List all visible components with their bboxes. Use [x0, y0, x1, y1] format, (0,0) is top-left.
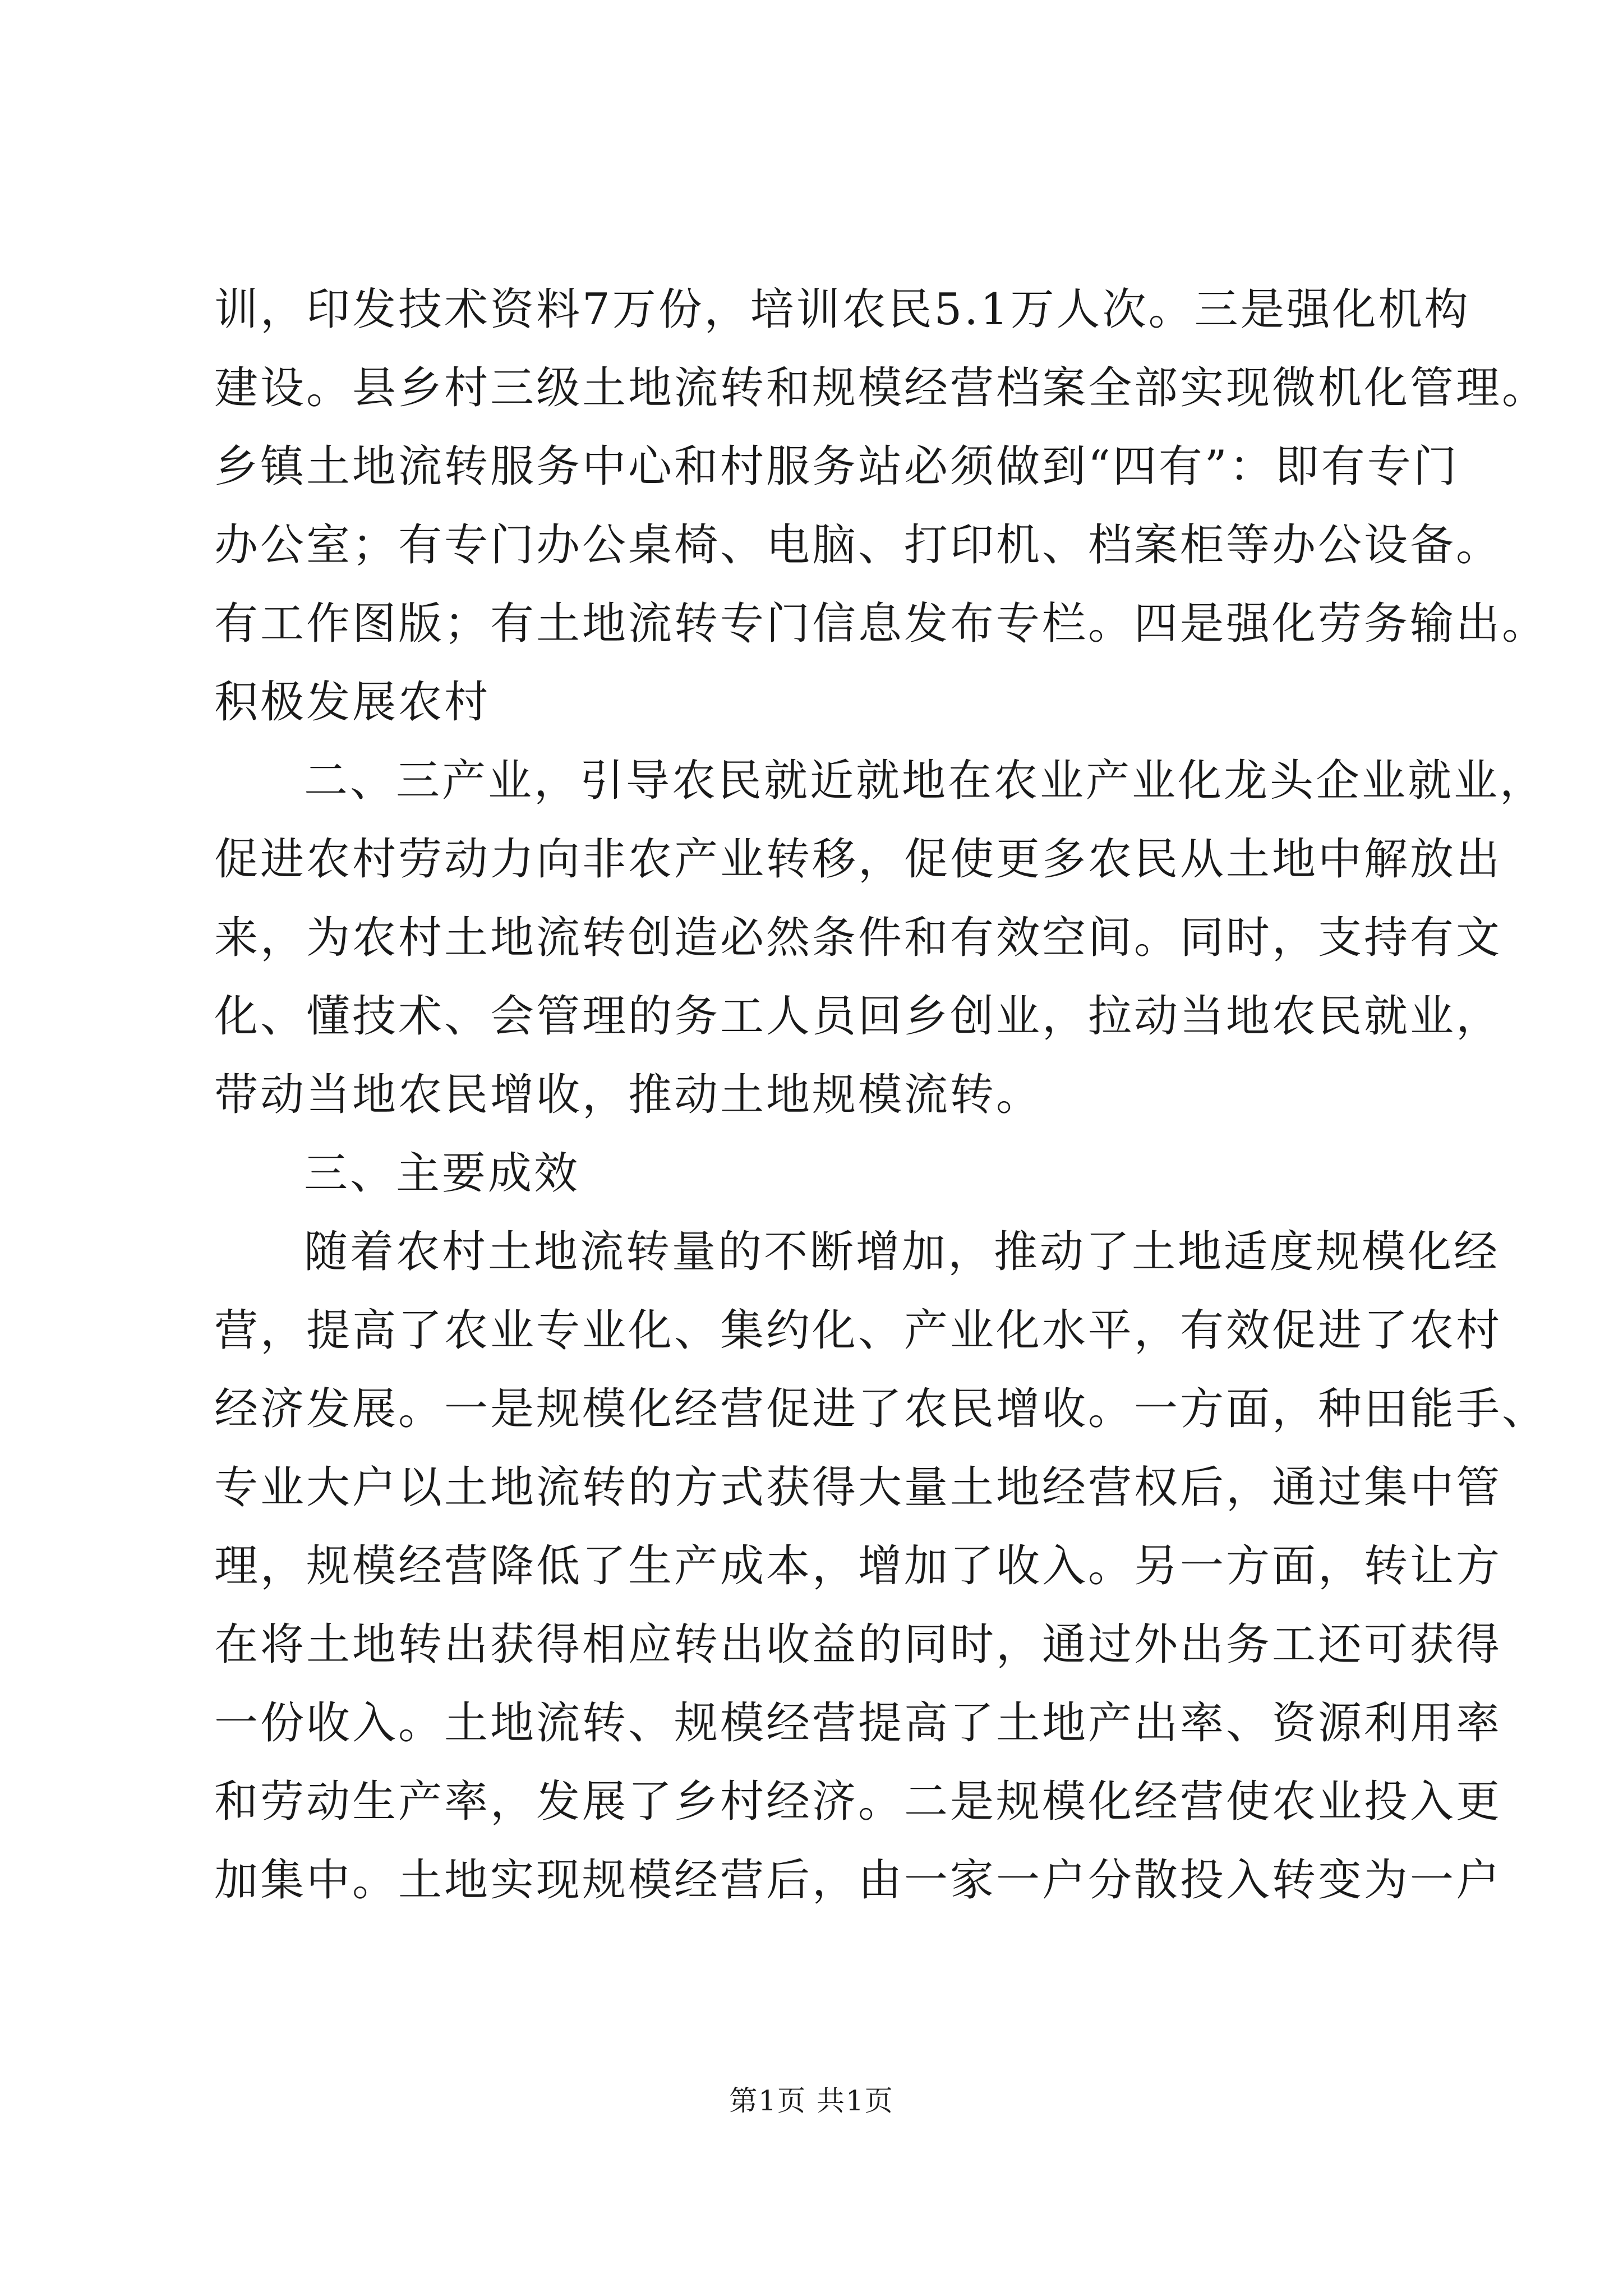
text-line: 化、懂技术、会管理的务工人员回乡创业，拉动当地农民就业，	[214, 991, 1502, 1042]
text-line: 训，印发技术资料7万份，培训农民5.1万人次。三是强化机构	[214, 284, 1470, 335]
text-line: 一份收入。土地流转、规模经营提高了土地产出率、资源利用率	[214, 1698, 1502, 1749]
text-line: 建设。县乡村三级土地流转和规模经营档案全部实现微机化管理。	[214, 363, 1548, 413]
text-line: 专业大户以土地流转的方式获得大量土地经营权后，通过集中管	[214, 1462, 1502, 1513]
body-text	[214, 270, 1548, 1920]
text-line: 来，为农村土地流转创造必然条件和有效空间。同时，支持有文	[214, 913, 1502, 963]
text-line: 加集中。土地实现规模经营后，由一家一户分散投入转变为一户	[214, 1855, 1502, 1906]
text-line: 办公室；有专门办公桌椅、电脑、打印机、档案柜等办公设备。	[214, 520, 1502, 570]
text-line: 三、主要成效	[304, 1148, 580, 1199]
text-line: 随着农村土地流转量的不断增加，推动了土地适度规模化经	[304, 1227, 1500, 1277]
text-line: 乡镇土地流转服务中心和村服务站必须做到“四有”：即有专门	[214, 441, 1459, 492]
text-line: 积极发展农村	[214, 677, 491, 728]
page-footer: 第1页 共1页	[729, 2085, 894, 2117]
text-line: 带动当地农民增收，推动土地规模流转。	[214, 1070, 1043, 1120]
text-line: 和劳动生产率，发展了乡村经济。二是规模化经营使农业投入更	[214, 1777, 1502, 1827]
text-line: 经济发展。一是规模化经营促进了农民增收。一方面，种田能手、	[214, 1384, 1548, 1434]
text-line: 有工作图版；有土地流转专门信息发布专栏。四是强化劳务输出。	[214, 599, 1548, 649]
text-line: 二、三产业，引导农民就近就地在农业产业化龙头企业就业，	[304, 756, 1546, 806]
text-line: 理，规模经营降低了生产成本，增加了收入。另一方面，转让方	[214, 1541, 1502, 1591]
text-line: 营，提高了农业专业化、集约化、产业化水平，有效促进了农村	[214, 1305, 1502, 1356]
text-line: 促进农村劳动力向非农产业转移，促使更多农民从土地中解放出	[214, 834, 1502, 885]
text-line: 在将土地转出获得相应转出收益的同时，通过外出务工还可获得	[214, 1619, 1502, 1670]
